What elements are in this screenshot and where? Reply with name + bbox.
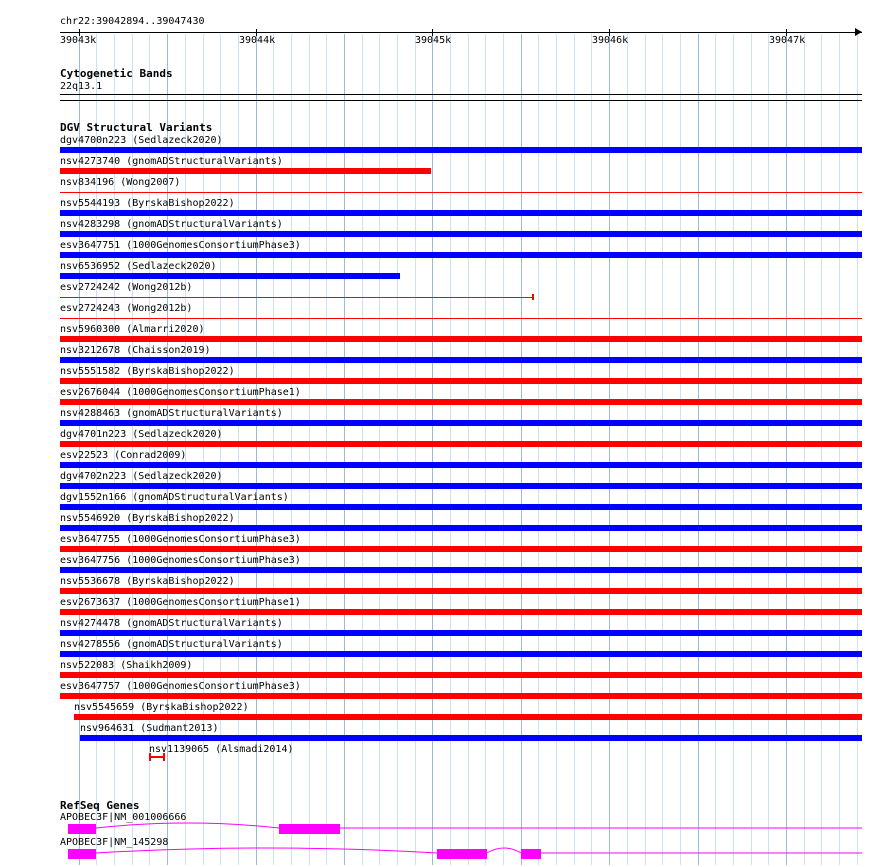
variant-label: nsv1139065 (Alsmadi2014) [149, 744, 294, 755]
variant-feature[interactable] [60, 630, 862, 636]
gene-label: APOBEC3F|NM_001006666 [60, 812, 187, 823]
variant-feature[interactable] [150, 756, 164, 758]
variant-label: dgv4701n223 (Sedlazeck2020) [60, 429, 223, 440]
gene-intron-path [96, 823, 862, 828]
variant-label: esv3647755 (1000GenomesConsortiumPhase3) [60, 534, 301, 545]
variant-label: nsv4273740 (gnomADStructuralVariants) [60, 156, 283, 167]
variant-label: esv3647756 (1000GenomesConsortiumPhase3) [60, 555, 301, 566]
variant-label: dgv1552n166 (gnomADStructuralVariants) [60, 492, 289, 503]
variant-feature[interactable] [60, 318, 862, 319]
gene-exon[interactable] [521, 849, 541, 859]
variant-feature[interactable] [60, 336, 862, 342]
variant-feature[interactable] [60, 357, 862, 363]
variant-feature[interactable] [60, 483, 862, 489]
region-label: chr22:39042894..39047430 [60, 16, 205, 27]
ruler-tick-label: 39047k [769, 35, 806, 46]
variant-feature[interactable] [60, 252, 862, 258]
variant-feature[interactable] [60, 546, 862, 552]
variant-feature[interactable] [60, 693, 862, 699]
variant-label: nsv522083 (Shaikh2009) [60, 660, 193, 671]
variant-label: dgv4702n223 (Sedlazeck2020) [60, 471, 223, 482]
variant-label: nsv964631 (Sudmant2013) [80, 723, 219, 734]
variant-endcap [532, 294, 534, 300]
variant-feature[interactable] [60, 588, 862, 594]
variant-feature[interactable] [60, 231, 862, 237]
variant-feature[interactable] [74, 714, 862, 720]
variant-label: nsv5546920 (ByrskaBishop2022) [60, 513, 235, 524]
variant-label: esv3647751 (1000GenomesConsortiumPhase3) [60, 240, 301, 251]
variant-feature[interactable] [60, 168, 431, 174]
variant-feature[interactable] [60, 651, 862, 657]
variant-feature[interactable] [60, 192, 862, 193]
variant-feature[interactable] [60, 567, 862, 573]
variant-label: esv2724243 (Wong2012b) [60, 303, 193, 314]
variant-feature[interactable] [60, 378, 862, 384]
variant-label: nsv4278556 (gnomADStructuralVariants) [60, 639, 283, 650]
ruler-tick-label: 39044k [239, 35, 276, 46]
gene-exon[interactable] [68, 849, 96, 859]
ruler-arrow-icon [855, 28, 862, 36]
variant-label: esv2676044 (1000GenomesConsortiumPhase1) [60, 387, 301, 398]
variant-feature[interactable] [60, 462, 862, 468]
variant-label: nsv5551582 (ByrskaBishop2022) [60, 366, 235, 377]
variant-feature[interactable] [80, 735, 862, 741]
variant-feature[interactable] [60, 273, 400, 279]
variant-label: nsv4274478 (gnomADStructuralVariants) [60, 618, 283, 629]
ruler-axis [60, 32, 862, 33]
variant-label: nsv6536952 (Sedlazeck2020) [60, 261, 217, 272]
variant-feature[interactable] [60, 210, 862, 216]
variant-label: esv22523 (Conrad2009) [60, 450, 187, 461]
variant-label: nsv5545659 (ByrskaBishop2022) [74, 702, 249, 713]
variant-feature[interactable] [60, 525, 862, 531]
gene-exon[interactable] [437, 849, 487, 859]
variant-label: nsv5536678 (ByrskaBishop2022) [60, 576, 235, 587]
variant-label: nsv5960300 (Almarri2020) [60, 324, 205, 335]
variant-label: nsv834196 (Wong2007) [60, 177, 181, 188]
variant-feature[interactable] [60, 399, 862, 405]
variant-feature[interactable] [60, 609, 862, 615]
gene-label: APOBEC3F|NM_145298 [60, 837, 169, 848]
variant-label: esv2673637 (1000GenomesConsortiumPhase1) [60, 597, 301, 608]
variant-label: nsv4283298 (gnomADStructuralVariants) [60, 219, 283, 230]
gene-exon[interactable] [68, 824, 96, 834]
ruler-tick-label: 39043k [60, 35, 97, 46]
ruler-tick-label: 39045k [415, 35, 452, 46]
variant-label: nsv4288463 (gnomADStructuralVariants) [60, 408, 283, 419]
ruler-tick-label: 39046k [592, 35, 629, 46]
variant-label: nsv5544193 (ByrskaBishop2022) [60, 198, 235, 209]
variant-feature[interactable] [60, 147, 862, 153]
cytoband-track-title[interactable]: Cytogenetic Bands [60, 67, 173, 80]
variant-label: dgv4700n223 (Sedlazeck2020) [60, 135, 223, 146]
variant-feature[interactable] [60, 420, 862, 426]
dgv-track-title[interactable]: DGV Structural Variants [60, 121, 213, 134]
variant-feature[interactable] [60, 441, 862, 447]
variant-label: esv3647757 (1000GenomesConsortiumPhase3) [60, 681, 301, 692]
cytoband-bar-bottom [60, 100, 862, 101]
variant-label: esv2724242 (Wong2012b) [60, 282, 193, 293]
variant-feature[interactable] [60, 672, 862, 678]
variant-feature[interactable] [60, 297, 533, 298]
gene-exon[interactable] [279, 824, 340, 834]
cytoband-bar-top [60, 94, 862, 95]
refseq-track-title[interactable]: RefSeq Genes [60, 799, 140, 812]
variant-label: nsv3212678 (Chaisson2019) [60, 345, 211, 356]
cytoband-label: 22q13.1 [60, 81, 103, 92]
variant-feature[interactable] [60, 504, 862, 510]
